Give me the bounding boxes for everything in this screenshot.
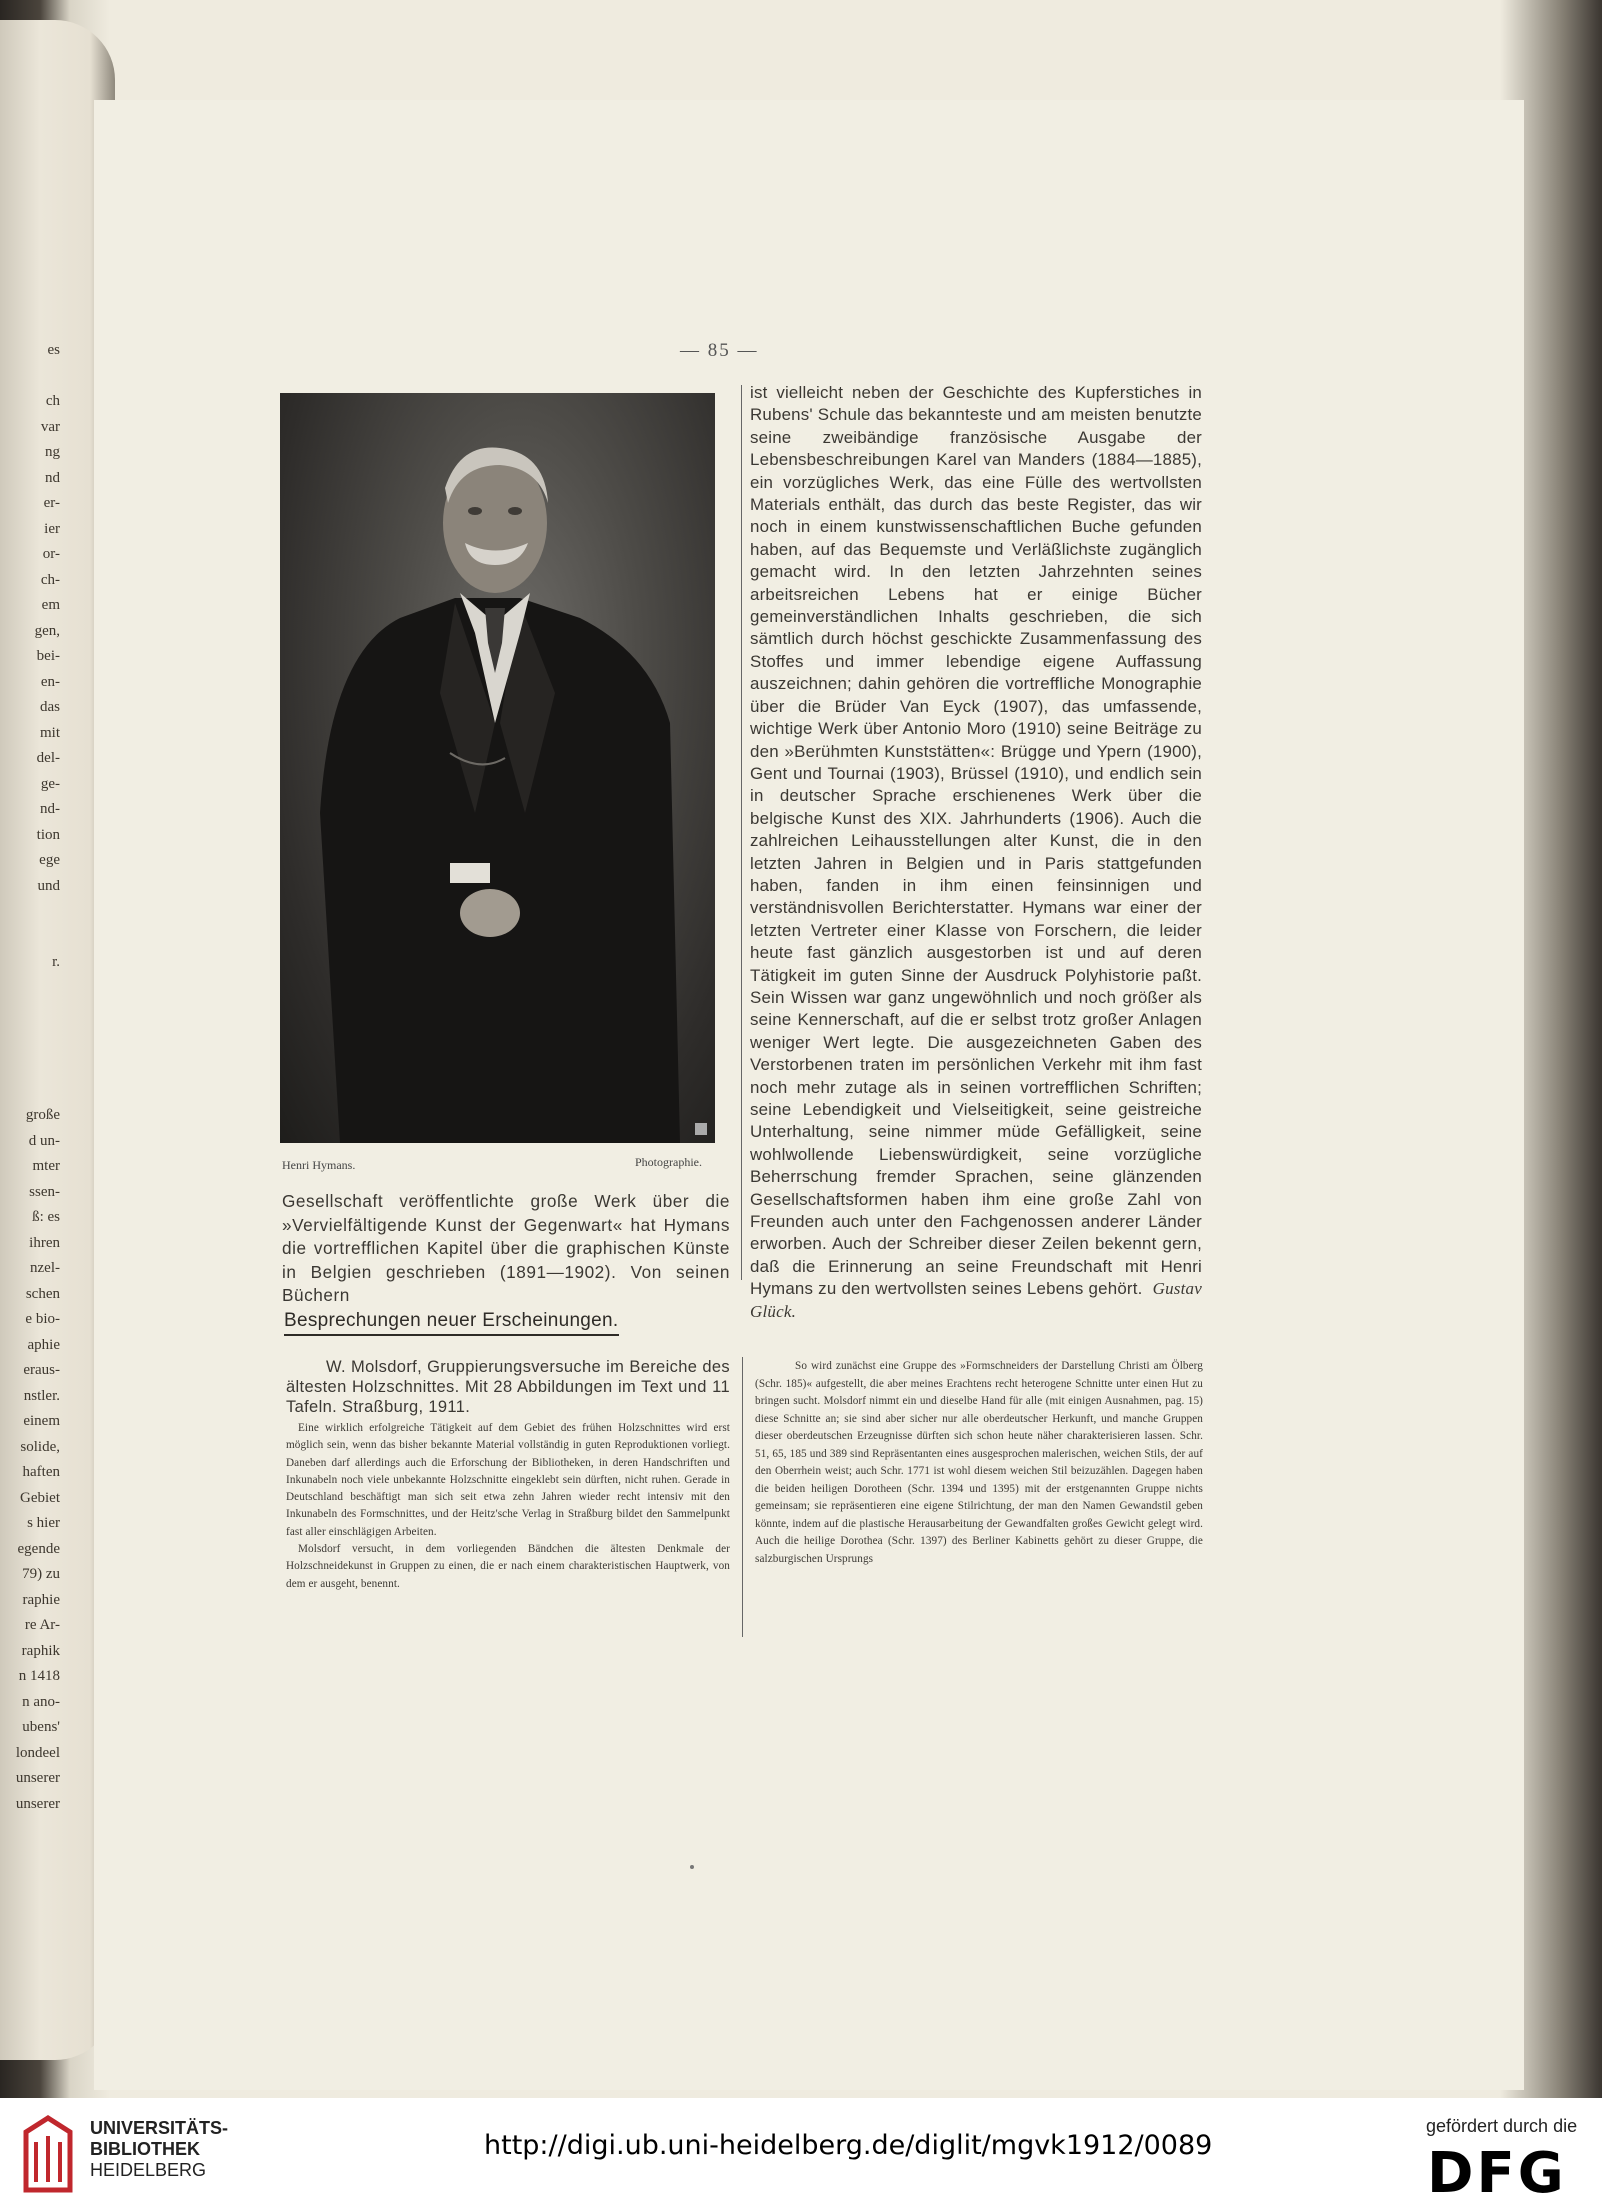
photo-caption-credit: Photographie. [635, 1155, 702, 1169]
left-margin-line: mter [32, 1158, 60, 1174]
page-number: — 85 — [680, 340, 759, 361]
left-margin-line: schen [25, 1285, 60, 1302]
portrait-photo [280, 393, 715, 1143]
dfg-logo: DFG [1427, 2141, 1567, 2206]
review-paragraph: Eine wirklich erfolgreiche Tätigkeit auf dem Gebiet des frühen Holzschnittes wird erst möglich sein, wenn das bisher bekannte Material vollständig in guten Reproduktionen vorliegt. Daneben darf allerdings auch die Erforschung der Bibliotheken, in deren Handschriften und Inkunabeln noch viele unbekannte Holzschnitte eingeklebt sein dürften, nicht ruhen. Gerade in Deutschland beschäftigt man sich seit etwa zehn Jahren wieder recht intensiv mit den Inkunabeln des Formschnittes, und der Heitz'sche Verlag in Straßburg bildet den Sammelpunkt fast aller einschlägigen Arbeiten. [286, 1422, 730, 1538]
left-margin-line: ng [45, 444, 60, 460]
photo-caption-name: Henri Hymans. [282, 1158, 356, 1172]
review-entry-title: W. Molsdorf, Gruppierungsversuche im Bereiche des ältesten Holzschnittes. Mit 28 Abbildungen im Text und 11 Tafeln. Straßburg, 1911. [286, 1358, 730, 1416]
left-margin-line: e bio- [25, 1311, 60, 1327]
footer-bar [0, 2098, 1602, 2212]
left-margin-line: nd- [40, 801, 60, 817]
left-margin-line: 79) zu [22, 1566, 60, 1582]
left-margin-line: es [47, 342, 60, 358]
article-signature: Gustav Glück. [750, 1279, 1202, 1321]
left-margin-line: londeel [15, 1744, 60, 1761]
review-right-column: So wird zunächst eine Gruppe des »Formschneiders der Darstellung Christi am Ölberg (Schr. 185)« aufgestellt, die aber meines Erachtens recht heterogene Schnitte unter einen Hut zu bringen sucht. Molsdorf nimmt ein und dieselbe Hand für alle (mit einigen Ausnahmen, pag. 15) diese Schnitte an; sie sind aber sicher nur alle oberdeutscher Herkunft, und manche Gruppen dieser oberdeutschen Erzeugnisse dürften sich schon heute näher charakterisieren lassen. Schr. 51, 65, 185 und 389 sind Repräsentanten eines ausgesprochen malerischen, weichen Stils, der auf den Oberrhein weist; auch Schr. 1771 ist wohl diesem weichen Stil beizuzählen. Dagegen haben die beiden heiligen Dorotheen (Schr. 1394 und 1395) mit der erstgenannten Gruppe nichts gemeinsam; sie repräsentieren eine eigene Stilrichtung, der man den Namen Gewandstil geben könnte, indem auf die plastische Herausarbeitung der Gewandfalten großes Gewicht gelegt wird. Auch die heilige Dorothea (Schr. 1397) des Berliner Kabinetts gehört zu dieser Gruppe, die salzburgischen Ursprungs [755, 1360, 1203, 1565]
left-margin-line: re Ar- [24, 1617, 60, 1633]
left-margin-line: ssen- [29, 1183, 60, 1200]
column-divider-bottom [742, 1357, 743, 1637]
left-margin-line: solide, [20, 1438, 60, 1455]
left-margin-line: ege [39, 852, 60, 868]
left-margin-line: das [40, 699, 60, 715]
left-margin-line: s hier [27, 1515, 60, 1531]
left-margin-line: große [25, 1107, 60, 1123]
left-margin-line: unserer [15, 1770, 60, 1786]
left-margin-line: mit [39, 724, 60, 741]
left-margin-line: ubens' [22, 1719, 60, 1735]
left-margin-line: raphie [22, 1591, 60, 1608]
left-margin-line: n ano- [22, 1693, 60, 1710]
left-margin-line: bei- [36, 648, 60, 664]
article-right-column [750, 382, 1202, 1323]
left-margin-line: n 1418 [18, 1668, 60, 1684]
reviews-heading: Besprechungen neuer Erscheinungen. [284, 1310, 619, 1336]
review-paragraph: Molsdorf versucht, in dem vorliegenden Bändchen die ältesten Denkmale der Holzschneidekunst in Gruppen zu einen, die er nach einem charakteristischen Hauptwerk, von dem er ausgeht, benennt. [286, 1543, 730, 1590]
left-margin-line: em [41, 597, 60, 613]
left-margin-line: or- [42, 546, 60, 562]
left-margin-line: raphik [21, 1642, 60, 1659]
library-name [90, 2118, 228, 2181]
left-margin-line: eraus- [23, 1362, 60, 1378]
left-margin-line: ch [45, 393, 60, 409]
portrait-figure [280, 393, 715, 1143]
left-margin-line: ge- [40, 775, 60, 792]
left-margin-line: Gebiet [20, 1489, 60, 1506]
left-margin-line: er- [43, 495, 60, 511]
left-margin-line: en- [40, 673, 60, 690]
library-name-line: BIBLIOTHEK [90, 2139, 200, 2159]
left-margin-line: tion [36, 826, 60, 843]
left-margin-line: ihren [29, 1234, 60, 1251]
left-margin-line: r. [52, 954, 60, 970]
left-margin-line: aphie [27, 1336, 60, 1353]
left-margin-line: egende [17, 1540, 60, 1557]
library-name-line: HEIDELBERG [90, 2160, 207, 2180]
review-left-column [286, 1420, 730, 1593]
left-margin-line: ß: es [32, 1209, 60, 1225]
left-margin-line: und [37, 877, 60, 894]
library-name-line: UNIVERSITÄTS- [90, 2118, 229, 2138]
left-margin-line: ch- [40, 571, 60, 588]
left-margin-line: nd [45, 469, 60, 486]
article-right-text: ist vielleicht neben der Geschichte des Kupferstiches in Rubens' Schule das bekannteste und am meisten benutzte seine zweibändige französische Ausgabe der Lebensbeschreibungen Karel van Manders (1884—1885), ein vorzügliches Werk, das eine Fülle des wertvollsten Materials enthält, das durch das beste Register, das wir noch in einem kunstwissenschaftlichen Buche gefunden haben, auf das Bequemste und Verläßlichste zugänglich gemacht wird. In den letzten Jahrzehnten seines arbeitsreichen Lebens hat er einige Bücher gemeinverständlichen Inhalts geschrieben, die sich sämtlich durch höchst geschickte Zusammenfassung des Stoffes und immer lebendige eigene Auffassung auszeichnen; dahin gehören die vortreffliche Monographie über die Brüder Van Eyck (1907), das umfassende, wichtige Werk über Antonio Moro (1910) seine Beiträge zu den »Berühmten Kunststätten«: Brügge und Ypern (1900), Gent und Tournai (1903), Brüssel (1910), und endlich sein in deutscher Sprache erschienenes Werk über die belgische Kunst des XIX. Jahrhunderts (1906). Auch die zahlreichen Leihausstellungen alter Kunst, die in den letzten Jahren in Belgien und in Paris stattgefunden haben, fanden in ihm einen feinsinnigen und verständnisvollen Berichterstatter. Hymans war einer der letzten Vertreter einer Klasse von Forschern, die leider heute fast gänzlich ausgestorben ist und auf deren Tätigkeit im guten Sinne der Ausdruck Polyhistorie paßt. Sein Wissen war ganz ungewöhnlich und noch größer als seine Kennerschaft, auf die er selbst trotz großer Anlagen weniger Wert legte. Die ausgezeichneten Gaben des Verstorbenen traten im persönlichen Verkehr mit ihm fast noch mehr zutage als in seinen vortrefflichen Schriften; seine Lebendigkeit und Vielseitigkeit, seine geistreiche Unterhaltung, seine nimmer müde Gefälligkeit, seine wohlwollende Liebenswürdigkeit, seine vorzügliche Beherrschung fremder Sprachen, seine glänzenden Gesellschaftsformen haben ihm eine große Zahl von Freunden auch unter den Fachgenossen anderer Länder erworben. Auch der Schreiber dieser Zeilen bekennt gern, daß die Erinnerung an seine Freundschaft mit Henri Hymans zu den wertvollsten seines Lebens gehört. [750, 383, 1202, 1299]
funding-caption: gefördert durch die [1426, 2116, 1578, 2136]
left-margin-line: var [40, 418, 60, 435]
article-left-column: Gesellschaft veröffentlichte große Werk über die »Vervielfältigende Kunst der Gegenwart« hat Hymans die vortrefflichen Kapitel über die graphischen Künste in Belgien geschrieben (1891—1902). Von seinen Büchern [282, 1191, 730, 1305]
left-margin-line: unserer [15, 1795, 60, 1812]
permalink-url[interactable]: http://digi.ub.uni-heidelberg.de/diglit/mgvk1912/0089 [484, 2130, 1213, 2161]
left-margin-line: del- [36, 750, 60, 766]
left-margin-line: d un- [28, 1132, 60, 1149]
left-margin-line: nstler. [23, 1387, 60, 1404]
left-margin-line: einem [23, 1413, 60, 1429]
left-margin-line: nzel- [30, 1260, 60, 1276]
column-divider-top [741, 385, 742, 1280]
left-margin-line: ier [44, 520, 60, 537]
left-margin-line: gen, [34, 622, 60, 639]
library-logo-icon [18, 2112, 78, 2196]
left-margin-line: haften [22, 1464, 60, 1480]
page-speck [690, 1865, 694, 1869]
